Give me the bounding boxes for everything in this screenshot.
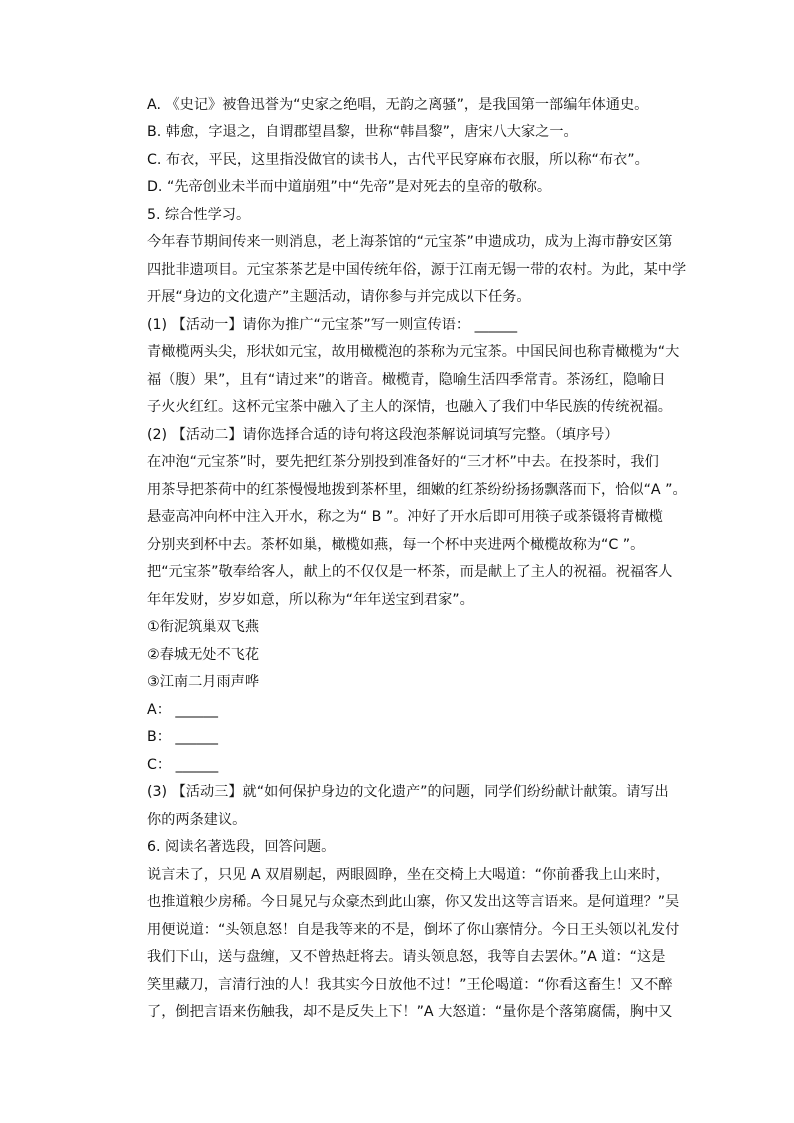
q6-passage-line-6: 了，倒把言语来伤触我，却不是反失上下！”A 大怒道：“量你是个落第腐儒，胸中又 — [147, 1004, 673, 1020]
q6-passage-line-2: 也推道粮少房稀。今日晁兄与众豪杰到此山寨，你又发出这等言语来。是何道理？”吴 — [147, 894, 680, 910]
answer-blank-c: C： ______ — [147, 757, 219, 773]
q6-passage-line-3: 用便说道：“头领息怒！自是我等来的不是，倒坏了你山寨情分。今日王头领以礼发付 — [147, 922, 680, 938]
activity-2-text-line-2: 用茶导把茶荷中的红茶慢慢地拨到茶杯里，细嫩的红茶纷纷扬扬飘落而下，恰似“A ”。 — [147, 482, 687, 498]
poem-option-1: ①衔泥筑巢双飞燕 — [147, 619, 260, 635]
activity-3-prompt-line-1: (3) 【活动三】就“如何保护身边的文化遗产”的问题，同学们纷纷献计献策。请写出 — [147, 784, 669, 800]
activity-2-prompt: (2) 【活动二】请你选择合适的诗句将这段泡茶解说词填写完整。（填序号） — [147, 427, 619, 443]
q6-passage-line-4: 我们下山，送与盘缠，又不曾热赶将去。请头领息怒，我等自去罢休。”A 道：“这是 — [147, 949, 666, 965]
activity-2-text-line-4: 分别夹到杯中去。茶杯如巢，橄榄如燕，每一个杯中夹进两个橄榄故称为“C ”。 — [147, 537, 645, 553]
activity-2-text-line-6: 年年发财，岁岁如意，所以称为“年年送宝到君家”。 — [147, 592, 474, 608]
option-b: B. 韩愈，字退之，自谓郡望昌黎，世称“韩昌黎”，唐宋八大家之一。 — [147, 124, 578, 140]
question-5-heading: 5. 综合性学习。 — [147, 207, 251, 223]
q6-passage-line-1: 说言未了，只见 A 双眉剔起，两眼圆睁，坐在交椅上大喝道：“你前番我上山来时， — [147, 867, 670, 883]
option-d: D. “先帝创业未半而中道崩殂”中“先帝”是对死去的皇帝的敬称。 — [147, 179, 552, 195]
activity-1-prompt: (1) 【活动一】请你为推广“元宝茶”写一则宣传语： ______ — [147, 317, 518, 333]
activity-1-text-line-3: 子火火红红。这杯元宝茶中融入了主人的深情，也融入了我们中华民族的传统祝福。 — [147, 399, 672, 415]
answer-blank-a: A： ______ — [147, 702, 218, 718]
question-6-heading: 6. 阅读名著选段，回答问题。 — [147, 839, 336, 855]
q6-passage-line-5: 笑里藏刀，言清行浊的人！我其实今日放他不过！”王伦喝道：“你看这畜生！又不醉 — [147, 977, 673, 993]
option-c: C. 布衣，平民，这里指没做官的读书人，古代平民穿麻布衣服，所以称“布衣”。 — [147, 152, 649, 168]
activity-2-text-line-5: 把“元宝茶”敬奉给客人，献上的不仅仅是一杯茶，而是献上了主人的祝福。祝福客人 — [147, 564, 673, 580]
activity-2-text-line-1: 在冲泡“元宝茶”时，要先把红茶分别投到准备好的“三才杯”中去。在投茶时，我们 — [147, 454, 659, 470]
q5-intro-line-3: 开展“身边的文化遗产”主题活动，请你参与并完成以下任务。 — [147, 289, 531, 305]
activity-1-text-line-2: 福（腹）果”，且有“请过来”的谐音。橄榄青，隐喻生活四季常青。茶汤红，隐喻日 — [147, 372, 666, 388]
q5-intro-line-2: 四批非遗项目。元宝茶茶艺是中国传统年俗，源于江南无锡一带的农村。为此，某中学 — [147, 262, 687, 278]
option-a: A. 《史记》被鲁迅誉为“史家之绝唱，无韵之离骚”，是我国第一部编年体通史。 — [147, 97, 649, 113]
answer-blank-b: B： ______ — [147, 729, 218, 745]
q5-intro-line-1: 今年春节期间传来一则消息，老上海茶馆的“元宝茶”申遗成功，成为上海市静安区第 — [147, 234, 673, 250]
poem-option-3: ③江南二月雨声哗 — [147, 674, 260, 690]
activity-1-text-line-1: 青橄榄两头尖，形状如元宝，故用橄榄泡的茶称为元宝茶。中国民间也称青橄榄为“大 — [147, 344, 680, 360]
activity-2-text-line-3: 悬壶高冲向杯中注入开水，称之为“ B ”。冲好了开水后即可用筷子或茶镊将青橄榄 — [147, 509, 663, 525]
poem-option-2: ②春城无处不飞花 — [147, 647, 260, 663]
activity-3-prompt-line-2: 你的两条建议。 — [147, 812, 247, 828]
